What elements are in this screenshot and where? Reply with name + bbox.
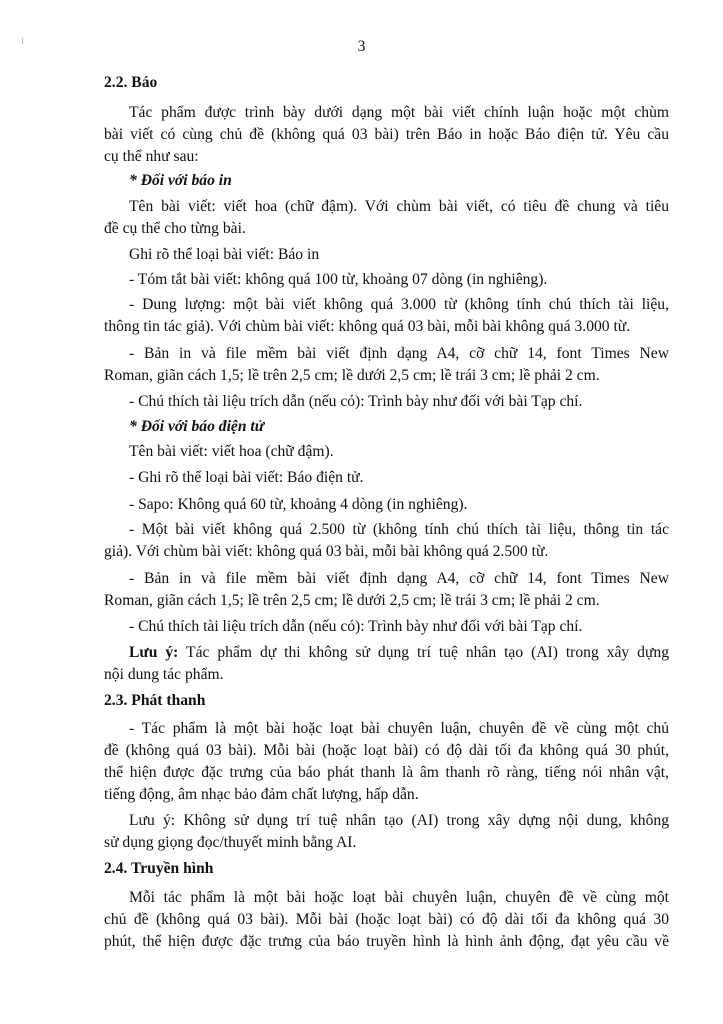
paragraph-line: cụ thể như sau: [104, 148, 199, 165]
paragraph-line: Tác phẩm được trình bày dưới dạng một bài viết chính luận hoặc một chùm [129, 104, 669, 121]
paragraph-line: đề (không quá 03 bài). Mỗi bài (hoặc loạt bài) có độ dài tối đa không quá 30 phút, [104, 742, 669, 759]
paragraph-line: sử dụng giọng đọc/thuyết minh bằng AI. [104, 834, 357, 851]
paragraph-line: phút, thể hiện được đặc trưng của báo truyền hình là hình ảnh động, đạt yêu cầu về [104, 933, 669, 950]
paragraph-line: giả). Với chùm bài viết: không quá 03 bài, mỗi bài không quá 2.500 từ. [104, 543, 549, 560]
paragraph-line: Roman, giãn cách 1,5; lề trên 2,5 cm; lề dưới 2,5 cm; lề trái 3 cm; lề phải 2 cm. [104, 367, 600, 384]
paragraph-line: đề cụ thể cho từng bài. [104, 220, 246, 237]
paragraph-line: - Chú thích tài liệu trích dẫn (nếu có): Trình bày như đối với bài Tạp chí. [129, 618, 583, 635]
paragraph-line: - Sapo: Không quá 60 từ, khoảng 4 dòng (in nghiêng). [129, 496, 468, 513]
paragraph-line: thông tin tác giả). Với chùm bài viết: không quá 03 bài, mỗi bài không quá 3.000 từ. [104, 318, 631, 335]
paragraph-line: Ghi rõ thể loại bài viết: Báo in [129, 246, 320, 263]
paragraph-line: Lưu ý: Không sử dụng trí tuệ nhân tạo (AI) trong xây dựng nội dung, không [129, 812, 669, 829]
section-heading-phat-thanh: 2.3. Phát thanh [104, 692, 206, 709]
paragraph-line: - Một bài viết không quá 2.500 từ (không tính chú thích tài liệu, thông tin tác [129, 521, 669, 538]
subheading-bao-dien-tu: * Đối với báo điện tử [129, 418, 265, 435]
note-label: Lưu ý: [129, 644, 179, 661]
paragraph-line: Mỗi tác phẩm là một bài hoặc loạt bài chuyên luận, chuyên đề về cùng một [129, 889, 669, 906]
paragraph-line: - Dung lượng: một bài viết không quá 3.000 từ (không tính chú thích tài liệu, [129, 296, 669, 313]
paragraph-line: tiếng động, âm nhạc bảo đảm chất lượng, hấp dẫn. [104, 786, 419, 803]
paragraph-line: - Ghi rõ thể loại bài viết: Báo điện tử. [129, 469, 364, 486]
paragraph-line: chủ đề (không quá 03 bài). Mỗi bài (hoặc loạt bài) có độ dài tối đa không quá 30 [104, 911, 669, 928]
note-line [104, 642, 669, 664]
paragraph-line: Roman, giãn cách 1,5; lề trên 2,5 cm; lề dưới 2,5 cm; lề trái 3 cm; lề phải 2 cm. [104, 592, 600, 609]
paragraph-line: - Tóm tắt bài viết: không quá 100 từ, khoảng 07 dòng (in nghiêng). [129, 271, 548, 288]
section-heading-bao: 2.2. Báo [104, 74, 158, 91]
paragraph-line: - Bản in và file mềm bài viết định dạng A4, cỡ chữ 14, font Times New [129, 345, 669, 362]
paragraph-line: Tên bài viết: viết hoa (chữ đậm). [129, 443, 334, 460]
section-heading-truyen-hinh: 2.4. Truyền hình [104, 860, 214, 877]
note-text: Tác phẩm dự thi không sử dụng trí tuệ nhân tạo (AI) trong xây dựng [186, 644, 669, 661]
paragraph-line: bài viết có cùng chủ đề (không quá 03 bài) trên Báo in hoặc Báo điện tử. Yêu cầu [104, 126, 669, 143]
paragraph-line: - Bản in và file mềm bài viết định dạng A4, cỡ chữ 14, font Times New [129, 570, 669, 587]
paragraph-line: - Tác phẩm là một bài hoặc loạt bài chuyên luận, chuyên đề về cùng một chủ [129, 720, 669, 737]
subheading-bao-in: * Đối với báo in [129, 172, 232, 189]
paragraph-line: - Chú thích tài liệu trích dẫn (nếu có): Trình bày như đối với bài Tạp chí. [129, 393, 583, 410]
page-number: 3 [357, 38, 366, 55]
paragraph-line: Tên bài viết: viết hoa (chữ đậm). Với chùm bài viết, có tiêu đề chung và tiêu [129, 198, 669, 215]
paragraph-line: thể hiện được đặc trưng của báo phát thanh là âm thanh rõ ràng, tiếng nói nhân vật, [104, 764, 669, 781]
paragraph-line: nội dung tác phẩm. [104, 666, 224, 683]
